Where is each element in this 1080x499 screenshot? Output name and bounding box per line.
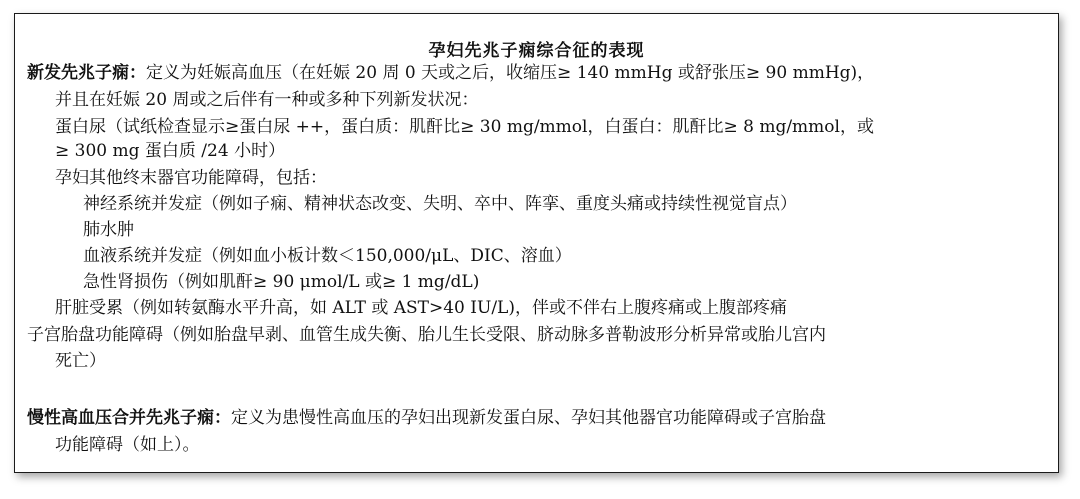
pulmonary-edema-item: 肺水肿 — [83, 220, 134, 240]
organ-dysfunction-intro: 孕妇其他终末器官功能障碍，包括： — [55, 168, 327, 188]
liver-item: 肝脏受累（例如转氨酶水平升高，如 ALT 或 AST>40 IU/L)，伴或不伴右上腹疼痛或上腹部疼痛 — [55, 298, 787, 318]
neurologic-item: 神经系统并发症（例如子痫、精神状态改变、失明、卒中、阵挛、重度头痛或持续性视觉盲点） — [83, 194, 797, 214]
table-title: 孕妇先兆子痫综合征的表现 — [428, 41, 645, 61]
new-preeclampsia-definition — [27, 62, 874, 84]
proteinuria-item: 蛋白尿（试纸检查显示≥蛋白尿 ++，蛋白质：肌酐比≥ 30 mg/mmol，白蛋白：肌酐比≥ 8 mg/mmol，或 — [55, 117, 874, 137]
chronic-hypertension-text: 定义为患慢性高血压的孕妇出现新发蛋白尿、孕妇其他器官功能障碍或子宫胎盘 — [231, 408, 826, 428]
chronic-hypertension-heading: 慢性高血压合并先兆子痫： — [27, 408, 231, 428]
chronic-hypertension-text-cont: 功能障碍（如上）。 — [55, 435, 200, 455]
hematologic-item: 血液系统并发症（例如血小板计数＜150,000/μL、DIC、溶血） — [83, 246, 572, 266]
renal-item: 急性肾损伤（例如肌酐≥ 90 μmol/L 或≥ 1 mg/dL) — [83, 272, 480, 292]
placental-item: 子宫胎盘功能障碍（例如胎盘早剥、血管生成失衡、胎儿生长受限、脐动脉多普勒波形分析异常或胎儿宫内 — [27, 325, 826, 345]
placental-item-cont: 死亡） — [55, 351, 106, 371]
proteinuria-item-cont: ≥ 300 mg 蛋白质 /24 小时） — [55, 141, 286, 161]
chronic-hypertension-definition — [27, 407, 826, 429]
new-preeclampsia-text-cont: 并且在妊娠 20 周或之后伴有一种或多种下列新发状况： — [55, 90, 479, 110]
new-preeclampsia-heading: 新发先兆子痫： — [27, 63, 146, 83]
table-frame — [14, 13, 1059, 473]
new-preeclampsia-text: 定义为妊娠高血压（在妊娠 20 周 0 天或之后，收缩压≥ 140 mmHg 或舒张压≥ 90 mmHg)， — [146, 63, 875, 83]
